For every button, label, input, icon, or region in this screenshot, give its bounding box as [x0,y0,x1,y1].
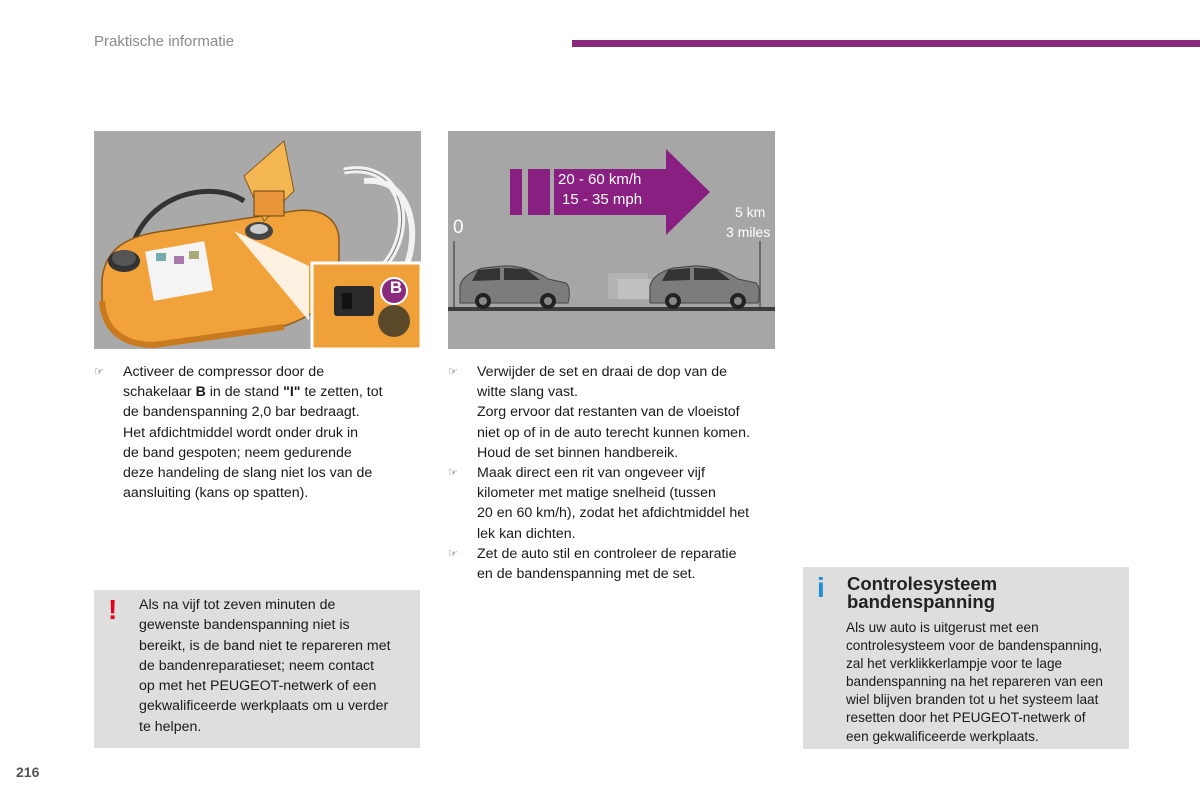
info-body [846,619,1103,746]
section-title: Praktische informatie [94,33,235,50]
warning-text-line: gekwalificeerde werkplaats om u verder [139,698,389,715]
speed-mph-label: 15 - 35 mph [562,191,643,208]
step-text-line: en de bandenspanning met de set. [477,566,696,583]
info-text-line: controlesysteem voor de bandenspanning, [846,638,1103,654]
header-accent-bar [572,40,1200,47]
exclamation-icon: ! [108,594,118,625]
step-item [448,544,778,584]
steps-left [94,362,424,503]
step-text-line: Verwijder de set en draai de dop van de [477,364,728,380]
speed-kmh-label: 20 - 60 km/h [558,171,642,188]
step-text-line: de band gespoten; neem gedurende [123,444,352,461]
distance-miles-label: 3 miles [726,224,771,240]
info-box [803,567,1129,749]
info-text-line: zal het verklikkerlampje voor te lage [846,656,1063,672]
info-text-line: een gekwalificeerde werkplaats. [846,728,1039,744]
warning-box [94,590,420,748]
pointing-hand-icon: ☞ [448,467,458,480]
step-text-line: Het afdichtmiddel wordt onder druk in [123,424,359,441]
step-item [94,362,424,503]
step-text-line: schakelaar B in de stand "I" te zetten, tot [123,384,383,401]
warning-text [139,595,391,737]
step-item [448,362,778,463]
distance-km-label: 5 km [735,204,766,220]
step-text-line: Maak direct een rit van ongeveer vijf [477,465,705,482]
info-icon: i [817,572,825,603]
info-title-line: Controlesysteem [847,573,998,594]
compressor-illustration [94,131,421,349]
step-text-line: Houd de set binnen handbereik. [477,444,679,461]
step-text-line: deze handeling de slang niet los van de [123,465,373,482]
info-title [847,575,997,611]
warning-text-line: bereikt, is de band niet te repareren met [139,637,391,654]
switch-b-callout: B [389,278,403,297]
step-text-line: 20 en 60 km/h), zodat het afdichtmiddel het [477,505,750,522]
pointing-hand-icon: ☞ [448,366,458,378]
info-text-line: resetten door het PEUGEOT-netwerk of [846,710,1086,726]
page-number: 216 [16,764,40,780]
info-text-line: Als uw auto is uitgerust met een [846,620,1039,635]
warning-text-line: de bandenreparatieset; neem contact [139,657,375,674]
step-text-line: Zorg ervoor dat restanten van de vloeistof [477,404,740,421]
warning-text-line: gewenste bandenspanning niet is [139,617,350,634]
step-item [448,463,778,544]
step-text-line: de bandenspanning 2,0 bar bedraagt. [123,404,360,421]
warning-text-line: Als na vijf tot zeven minuten de [139,597,336,613]
step-text-line: aansluiting (kans op spatten). [123,485,309,502]
step-text-line: niet op of in de auto terecht kunnen komen. [477,424,750,441]
step-text-line: Zet de auto stil en controleer de reparatie [477,545,737,562]
driving-illustration [448,131,775,349]
steps-right [448,362,778,584]
pointing-hand-icon: ☞ [94,366,104,378]
step-text-line: witte slang vast. [477,384,578,401]
info-text-line: wiel blijven branden tot u het systeem laat [846,692,1099,708]
step-text-line: lek kan dichten. [477,525,576,542]
info-title-line: bandenspanning [847,591,995,612]
pointing-hand-icon: ☞ [448,547,458,560]
step-text-line: Activeer de compressor door de [123,364,325,380]
distance-start-label: 0 [453,217,464,238]
step-text-line: kilometer met matige snelheid (tussen [477,485,716,502]
info-text-line: bandenspanning na het repareren van een [846,674,1103,690]
warning-text-line: te helpen. [139,718,202,735]
warning-text-line: op met het PEUGEOT-netwerk of een [139,678,377,695]
